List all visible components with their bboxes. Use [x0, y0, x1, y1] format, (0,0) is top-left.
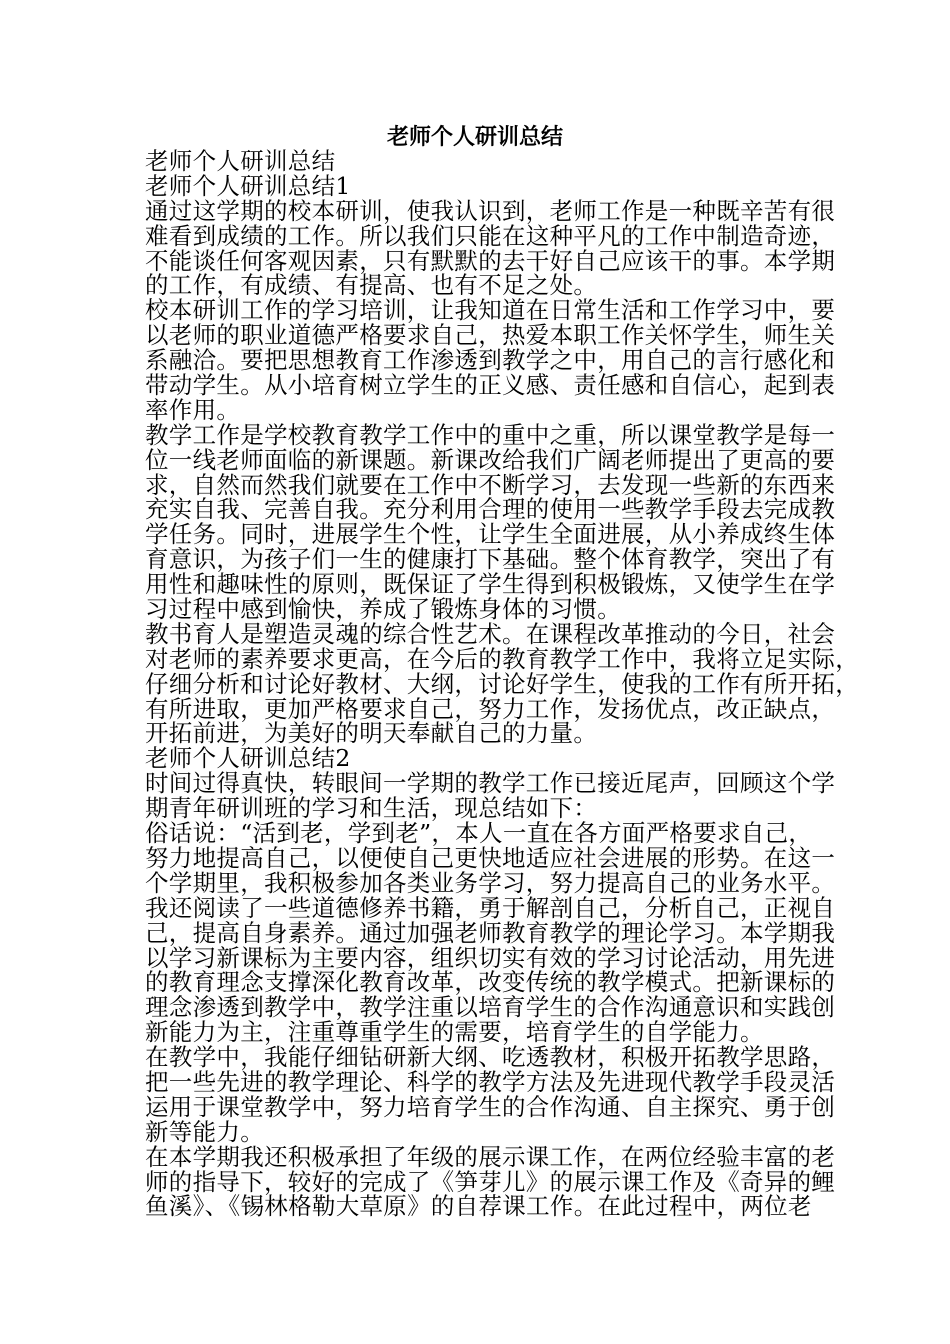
text-line: 用性和趣味性的原则，既保证了学生得到积极锻炼，又使学生在学 — [145, 570, 836, 599]
text-line: 鱼溪》、《锡林格勒大草原》的自荐课工作。在此过程中，两位老 — [145, 1192, 812, 1221]
text-line: 学任务。同时，进展学生个性，让学生全面进展，从小养成终生体 — [145, 520, 836, 549]
text-line: 新等能力。 — [145, 1117, 264, 1146]
text-line: 时间过得真快，转眼间一学期的教学工作已接近尾声，回顾这个学 — [145, 769, 836, 798]
text-line: 习过程中感到愉快，养成了锻炼身体的习惯。 — [145, 595, 621, 624]
text-line: 运用于课堂教学中，努力培育学生的合作沟通、自主探究、勇于创 — [145, 1092, 836, 1121]
text-line: 的教育理念支撑深化教育改革，改变传统的教学模式。把新课标的 — [145, 968, 836, 997]
text-line: 老师个人研训总结1 — [145, 171, 351, 200]
text-line: 新能力为主，注重尊重学生的需要，培育学生的自学能力。 — [145, 1018, 764, 1047]
text-line: 求，自然而然我们就要在工作中不断学习，去发现一些新的东西来 — [145, 470, 836, 499]
text-line: 校本研训工作的学习培训，让我知道在日常生活和工作学习中，要 — [145, 296, 836, 325]
section-heading — [145, 149, 825, 174]
text-line: 位一线老师面临的新课题。新课改给我们广阔老师提出了更高的要 — [145, 445, 836, 474]
paragraph — [145, 1043, 836, 1146]
paragraph — [145, 819, 836, 1047]
text-line: 教书育人是塑造灵魂的综合性艺术。在课程改革推动的今日，社会 — [145, 619, 836, 648]
text-line: 带动学生。从小培育树立学生的正义感、责任感和自信心，起到表 — [145, 371, 836, 400]
paragraph — [145, 1142, 836, 1221]
paragraph — [145, 619, 859, 748]
text-line: 老师个人研训总结2 — [145, 744, 351, 773]
text-line: 以学习新课标为主要内容，组织切实有效的学习讨论活动，用先进 — [145, 943, 836, 972]
paragraph — [145, 196, 836, 300]
text-line: 率作用。 — [145, 395, 241, 424]
text-line: 教学工作是学校教育教学工作中的重中之重，所以课堂教学是每一 — [145, 420, 836, 449]
paragraph — [145, 420, 836, 624]
text-line: 有所进取，更加严格要求自己，努力工作，发扬优点，改正缺点， — [145, 694, 836, 723]
text-line: 我还阅读了一些道德修养书籍，勇于解剖自己，分析自己，正视自 — [145, 893, 836, 922]
document-body — [145, 147, 859, 1221]
paragraph — [145, 769, 836, 823]
text-line: 系融洽。要把思想教育工作渗透到教学之中，用自己的言行感化和 — [145, 346, 836, 375]
text-line: 难看到成绩的工作。所以我们只能在这种平凡的工作中制造奇迹， — [145, 221, 836, 250]
text-line: 己，提高自身素养。通过加强老师教育教学的理论学习。本学期我 — [145, 918, 836, 947]
paragraph — [145, 296, 836, 424]
section-heading — [145, 171, 825, 200]
text-line: 的工作，有成绩、有提高、也有不足之处。 — [145, 271, 598, 300]
document-title: 老师个人研训总结 — [386, 124, 563, 150]
text-line: 仔细分析和讨论好教材、大纲，讨论好学生，使我的工作有所开拓， — [145, 669, 859, 698]
text-line: 在教学中，我能仔细钻研新大纲、吃透教材，积极开拓教学思路， — [145, 1043, 836, 1072]
text-line: 个学期里，我积极参加各类业务学习，努力提高自己的业务水平。 — [145, 868, 836, 897]
text-line: 充实自我、完善自我。充分利用合理的使用一些教学手段去完成教 — [145, 495, 836, 524]
text-line: 老师个人研训总结 — [145, 147, 336, 175]
text-line: 育意识，为孩子们一生的健康打下基础。整个体育教学，突出了有 — [145, 545, 836, 574]
text-line: 以老师的职业道德严格要求自己，热爱本职工作关怀学生，师生关 — [145, 321, 836, 350]
text-line: 努力地提高自己，以便使自己更快地适应社会进展的形势。在这一 — [145, 843, 836, 872]
text-line: 把一些先进的教学理论、科学的教学方法及先进现代教学手段灵活 — [145, 1067, 836, 1096]
section-heading — [145, 746, 825, 771]
text-line: 期青年研训班的学习和生活，现总结如下： — [145, 794, 598, 823]
text-line: 通过这学期的校本研训，使我认识到，老师工作是一种既辛苦有很 — [145, 196, 836, 225]
text-line: 开拓前进，为美好的明天奉献自己的力量。 — [145, 719, 598, 748]
text-line: 俗话说：“活到老，学到老”，本人一直在各方面严格要求自己， — [145, 819, 813, 848]
text-line: 对老师的素养要求更高，在今后的教育教学工作中，我将立足实际， — [145, 644, 859, 673]
text-line: 在本学期我还积极承担了年级的展示课工作，在两位经验丰富的老 — [145, 1142, 836, 1171]
text-line: 理念渗透到教学中，教学注重以培育学生的合作沟通意识和实践创 — [145, 993, 836, 1022]
text-line: 师的指导下，较好的完成了《笋芽儿》的展示课工作及《奇异的鲤 — [145, 1167, 836, 1196]
text-line: 不能谈任何客观因素，只有默默的去干好自己应该干的事。本学期 — [145, 246, 836, 275]
